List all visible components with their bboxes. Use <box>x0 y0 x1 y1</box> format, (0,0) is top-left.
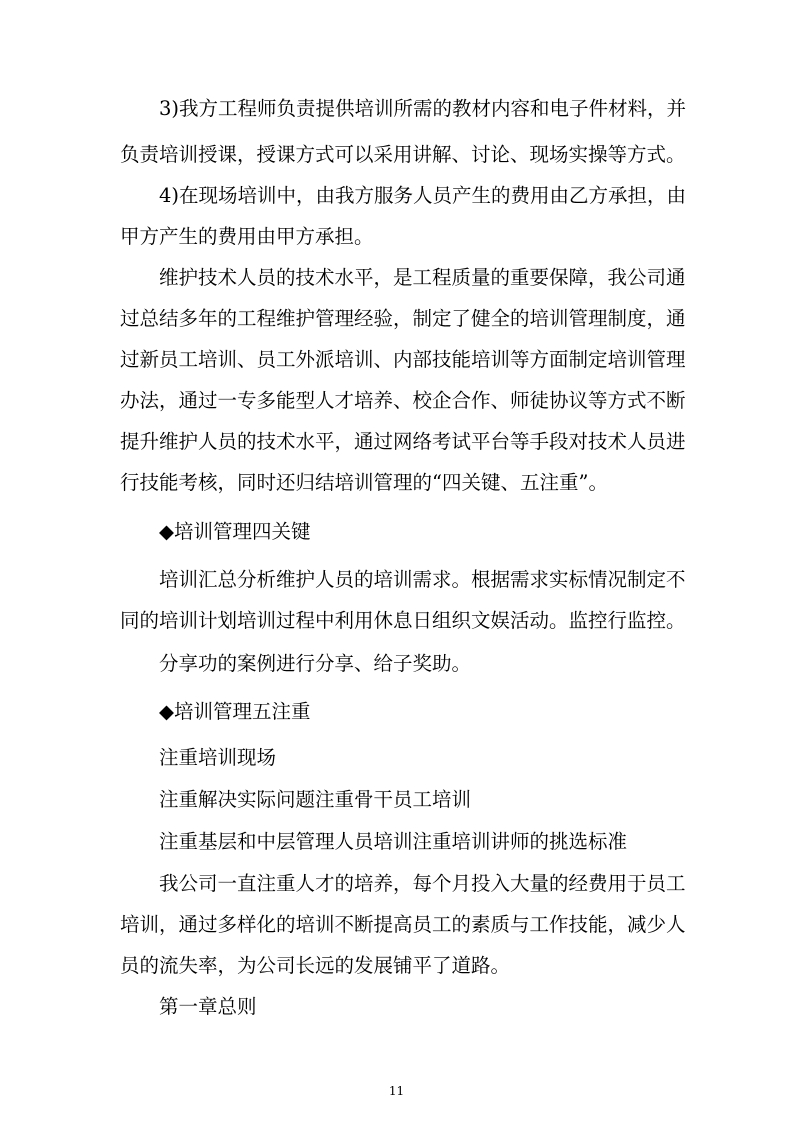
paragraph-line: 同的培训计划培训过程中利用休息日组织文娱活动。监控行监控。 <box>120 609 686 632</box>
page-number: 11 <box>388 1084 405 1098</box>
paragraph-line: 培训，通过多样化的培训不断提高员工的素质与工作技能，减少人 <box>120 913 686 936</box>
paragraph-line: 我公司一直注重人才的培养，每个月投入大量的经费用于员工 <box>159 872 686 895</box>
paragraph-line: 甲方产生的费用由甲方承担。 <box>120 225 374 248</box>
paragraph-line: 过新员工培训、员工外派培训、内部技能培训等方面制定培训管理 <box>120 348 686 371</box>
paragraph-line: 办法，通过一专多能型人才培养、校企合作、师徒协议等方式不断 <box>120 389 686 412</box>
paragraph-line: 分享功的案例进行分享、给子奖助。 <box>159 652 472 675</box>
paragraph-line: 维护技术人员的技术水平，是工程质量的重要保障，我公司通 <box>159 266 686 289</box>
paragraph-line: 员的流失率，为公司长远的发展铺平了道路。 <box>120 954 511 977</box>
paragraph-line: 注重培训现场 <box>159 746 277 769</box>
paragraph-line: 注重基层和中层管理人员培训注重培训讲师的挑选标准 <box>159 830 628 853</box>
chapter-title: 第一章总则 <box>159 995 257 1018</box>
paragraph-line: 过总结多年的工程维护管理经验，制定了健全的培训管理制度，通 <box>120 307 686 330</box>
section-heading: ◆培训管理四关键 <box>159 520 311 543</box>
paragraph-line: 4)在现场培训中，由我方服务人员产生的费用由乙方承担，由 <box>159 184 687 207</box>
paragraph-line: 行技能考核，同时还归结培训管理的“四关键、五注重”。 <box>120 471 608 494</box>
paragraph-line: 注重解决实际问题注重骨干员工培训 <box>159 788 472 811</box>
section-heading: ◆培训管理五注重 <box>159 700 311 723</box>
paragraph-line: 培训汇总分析维护人员的培训需求。根据需求实标情况制定不 <box>159 568 686 591</box>
paragraph-line: 3)我方工程师负责提供培训所需的教材内容和电子件材料，并 <box>159 97 687 120</box>
paragraph-line: 负责培训授课，授课方式可以采用讲解、讨论、现场实操等方式。 <box>120 143 686 166</box>
paragraph-line: 提升维护人员的技术水平，通过网络考试平台等手段对技术人员进 <box>120 430 686 453</box>
